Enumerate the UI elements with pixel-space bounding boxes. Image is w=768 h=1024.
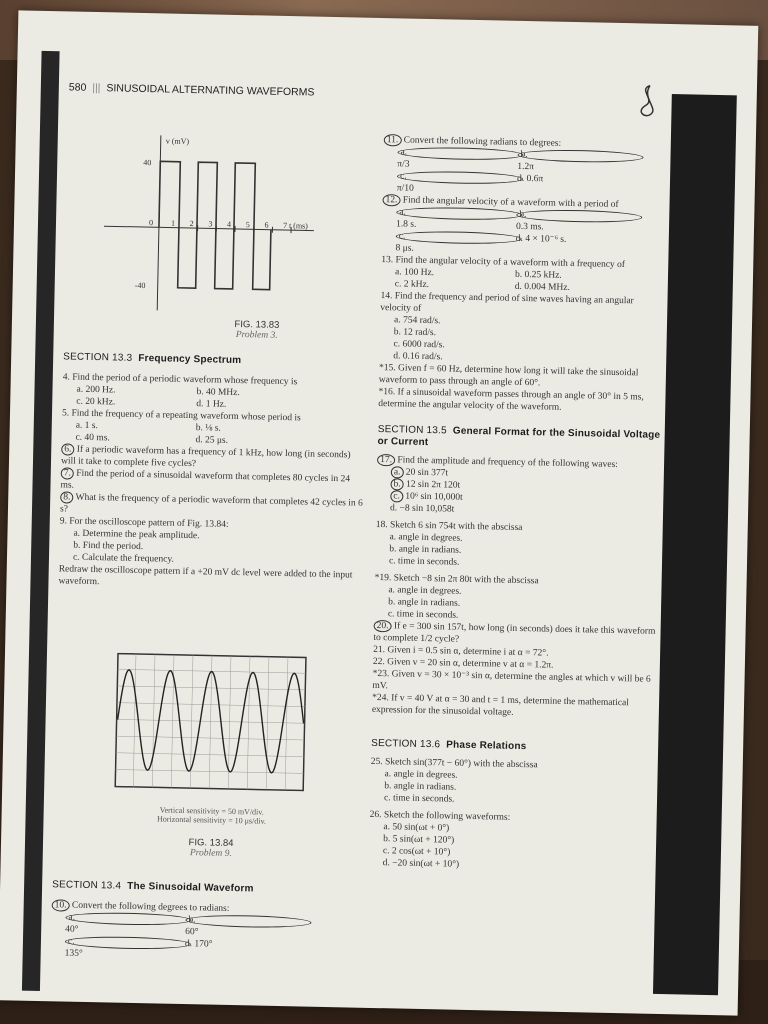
problem-19: *19. Sketch −8 sin 2π 80t with the abscissa: [374, 572, 539, 587]
circled-letter: a.: [391, 466, 404, 478]
p25-a: a. angle in degrees.: [384, 769, 458, 781]
circled-number: 7.: [61, 467, 74, 479]
p10-c: 135°: [64, 948, 83, 959]
p25-c: c. time in seconds.: [383, 793, 455, 805]
problem-26: 26. Sketch the following waveforms:: [369, 809, 511, 823]
p20-text: If e = 300 sin 157t, how long (in seconds) does it take this waveform to complete 1/2 cycle?: [373, 621, 656, 645]
scope-grid-line: [266, 657, 269, 790]
section-number: SECTION 13.6: [371, 737, 441, 751]
p12-d: d. 4 × 10⁻⁶ s.: [515, 233, 567, 245]
p19-a: a. angle in degrees.: [388, 585, 462, 597]
problem-15: *15. Given f = 60 Hz, determine how long it will take the sinusoidal waveform to pass through an angle of 60°.: [378, 362, 639, 389]
p4-a: a. 200 Hz.: [76, 384, 116, 396]
p19-c: c. time in seconds.: [387, 609, 459, 621]
horizontal-sensitivity: Horizontal sensitivity = 10 μs/div.: [156, 814, 267, 826]
page-number: 580: [68, 81, 87, 94]
p14-c: c. 6000 rad/s.: [393, 339, 445, 351]
x-tick-label: 2: [189, 218, 194, 229]
p13-d: d. 0.004 MHz.: [514, 281, 571, 293]
circled-letter: b.: [390, 478, 403, 490]
fig-13-84-caption: [166, 837, 256, 860]
circled-number: 6.: [61, 443, 74, 455]
p19-b: b. angle in radians.: [388, 597, 461, 609]
problem-25: 25. Sketch sin(377t − 60°) with the abscissa: [370, 756, 538, 771]
problem-16: *16. If a sinusoidal waveform passes through an angle of 30° in 5 ms, determine the angular velocity of the waveform.: [378, 386, 644, 413]
p9-a: a. Determine the peak amplitude.: [73, 528, 200, 542]
circled-letter: c.: [390, 490, 403, 502]
p7-text: Find the period of a sinusoidal waveform that completes 80 cycles in 24 ms.: [60, 468, 351, 491]
x-tick-label: 7: [283, 220, 288, 231]
p12-b: 0.3 ms.: [515, 221, 544, 233]
p17-a: 20 sin 377t: [405, 467, 449, 479]
scope-grid-line: [285, 657, 288, 790]
p10-d: d. 170°: [184, 939, 213, 950]
circled-number: 12.: [382, 194, 400, 206]
problem-13: 13. Find the angular velocity of a waveform with a frequency of: [381, 255, 626, 271]
p14-d: d. 0.16 rad/s.: [393, 351, 443, 363]
p11-d: d. 0.6π: [516, 173, 544, 185]
x-tick-label: 3: [208, 219, 213, 229]
p5-b: b. ⅛ s.: [195, 423, 221, 434]
y-tick-40: 40: [143, 158, 152, 168]
p18-c: c. time in seconds.: [388, 556, 460, 568]
p26-d: d. −20 sin(ωt + 10°): [382, 858, 460, 870]
p14-a: a. 754 rad/s.: [393, 315, 441, 327]
p10-b: 60°: [185, 927, 199, 938]
p26-c: c. 2 cos(ωt + 10°): [382, 846, 451, 858]
page-header: [69, 81, 315, 98]
p11-c: π/10: [396, 183, 414, 194]
p26-a: a. 50 sin(ωt + 0°): [383, 822, 450, 834]
circled-letter: b.: [517, 149, 643, 164]
p11-a: π/3: [397, 159, 410, 170]
binder-strip-left: [22, 51, 60, 991]
y-axis-label: v (mV): [165, 136, 190, 146]
p25-b: b. angle in radians.: [384, 781, 457, 793]
x-tick-label: 5: [245, 220, 250, 230]
circled-letter: a.: [396, 206, 522, 221]
fig-13-84-label: FIG. 13.84: [188, 837, 234, 850]
problem-4: 4. Find the period of a periodic waveform whose frequency is: [62, 372, 298, 388]
section-number: SECTION 13.3: [63, 351, 133, 364]
circled-letter: a.: [397, 146, 523, 161]
p9-b: b. Find the period.: [73, 540, 144, 553]
problem-5: 5. Find the frequency of a repeating waveform whose period is: [61, 408, 301, 424]
x-tick-label: 1: [170, 218, 176, 228]
problem-18: 18. Sketch 6 sin 754t with the abscissa: [375, 519, 523, 534]
p17-b: 12 sin 2π 120t: [405, 479, 461, 491]
handwritten-mark: [631, 81, 662, 122]
fig-13-84-problem: Problem 9.: [189, 848, 232, 860]
problem-23: *23. Given v = 30 × 10⁻³ sin α, determine the angles at which v will be 6 mV.: [372, 668, 651, 692]
circled-letter: b.: [516, 209, 642, 224]
p10-a: 40°: [65, 924, 79, 935]
p12-text: Find the angular velocity of a waveform with a period of: [402, 195, 619, 210]
p13-c: c. 2 kHz.: [394, 279, 430, 291]
oscilloscope-figure: [114, 653, 307, 792]
circled-number: 10.: [52, 899, 70, 911]
fig-13-83-caption: [212, 318, 302, 341]
circled-number: 20.: [374, 620, 392, 632]
vertical-sensitivity: Vertical sensitivity = 50 mV/div.: [159, 805, 264, 817]
p5-c: c. 40 ms.: [75, 432, 110, 444]
p14-b: b. 12 rad/s.: [393, 327, 437, 339]
p17-c: 10⁶ sin 10,000t: [405, 491, 463, 503]
circled-letter: b.: [185, 914, 311, 929]
p12-c: 8 μs.: [395, 243, 414, 254]
section-number: SECTION 13.5: [377, 423, 447, 437]
problem-14: 14. Find the frequency and period of sine waves having an angular velocity of: [380, 291, 634, 314]
p18-a: a. angle in degrees.: [389, 532, 463, 544]
circled-letter: c.: [65, 936, 191, 951]
scope-grid-line: [152, 654, 155, 787]
x-axis-label: t (ms): [288, 221, 308, 231]
section-number: SECTION 13.4: [52, 879, 122, 892]
section-name: Phase Relations: [446, 739, 527, 753]
right-column: [369, 134, 669, 875]
problem-24: *24. If v = 40 V at α = 30 and t = 1 ms, determine the mathematical expression for the sinusoidal voltage.: [371, 692, 630, 718]
problem-22: 22. Given v = 20 sin α, determine v at α = 1.2π.: [372, 656, 554, 671]
fig-13-83-problem: Problem 3.: [235, 329, 278, 341]
circled-number: 11.: [384, 134, 402, 146]
problem-21: 21. Given i = 0.5 sin α, determine i at α = 72°.: [373, 644, 549, 659]
origin-label: 0: [148, 218, 154, 228]
p17-text: Find the amplitude and frequency of the following waves:: [397, 455, 618, 471]
section-name: General Format for the Sinusoidal Voltage or Current: [377, 425, 661, 449]
x-tick-label: 6: [264, 220, 269, 230]
p26-b: b. 5 sin(ωt + 120°): [383, 834, 455, 846]
fig-13-83-label: FIG. 13.83: [234, 318, 280, 331]
circled-number: 17.: [377, 454, 395, 466]
p9-extra: Redraw the oscilloscope pattern if a +20 mV dc level were added to the input waveform.: [58, 564, 353, 588]
p6-text: If a periodic waveform has a frequency of 1 kHz, how long (in seconds) will it take to complete five cycles?: [60, 444, 351, 470]
p8-text: What is the frequency of a periodic waveform that completes 42 cycles in 6 s?: [59, 492, 363, 515]
square-wave-figure: [62, 123, 356, 319]
p13-a: a. 100 Hz.: [394, 267, 435, 279]
p9-c: c. Calculate the frequency.: [72, 552, 175, 565]
chapter-title: SINUSOIDAL ALTERNATING WAVEFORMS: [106, 82, 315, 99]
circled-letter: c.: [397, 170, 523, 185]
p13-b: b. 0.25 kHz.: [514, 269, 562, 281]
header-separator: |||: [92, 81, 101, 95]
left-column-top: [58, 351, 368, 593]
p5-a: a. 1 s.: [75, 420, 99, 432]
problem-9: 9. For the oscilloscope pattern of Fig. 13.84:: [59, 516, 229, 530]
p5-d: d. 25 μs.: [195, 435, 229, 446]
p11-text: Convert the following radians to degrees:: [403, 135, 562, 149]
p18-b: b. angle in radians.: [389, 544, 462, 556]
p4-b: b. 40 MHz.: [196, 387, 240, 399]
section-name: Frequency Spectrum: [138, 352, 242, 367]
p4-d: d. 1 Hz.: [196, 399, 227, 410]
p17-d: d. −8 sin 10,058t: [389, 503, 455, 515]
p4-c: c. 20 kHz.: [76, 396, 116, 408]
p11-b: 1.2π: [517, 161, 535, 173]
textbook-page: [0, 10, 758, 1015]
scope-caption: [121, 805, 301, 827]
p10-text: Convert the following degrees to radians:: [71, 900, 230, 914]
section-name: The Sinusoidal Waveform: [127, 880, 254, 895]
x-tick-label: 4: [227, 219, 232, 229]
circled-letter: c.: [396, 230, 522, 245]
y-tick-neg40: -40: [134, 280, 146, 291]
circled-number: 8.: [60, 491, 73, 503]
p12-a: 1.8 s.: [395, 219, 417, 230]
left-column-bottom: [51, 879, 358, 965]
scope-grid-line: [247, 656, 250, 789]
scope-grid-line: [133, 654, 136, 787]
circled-letter: a.: [65, 912, 191, 927]
